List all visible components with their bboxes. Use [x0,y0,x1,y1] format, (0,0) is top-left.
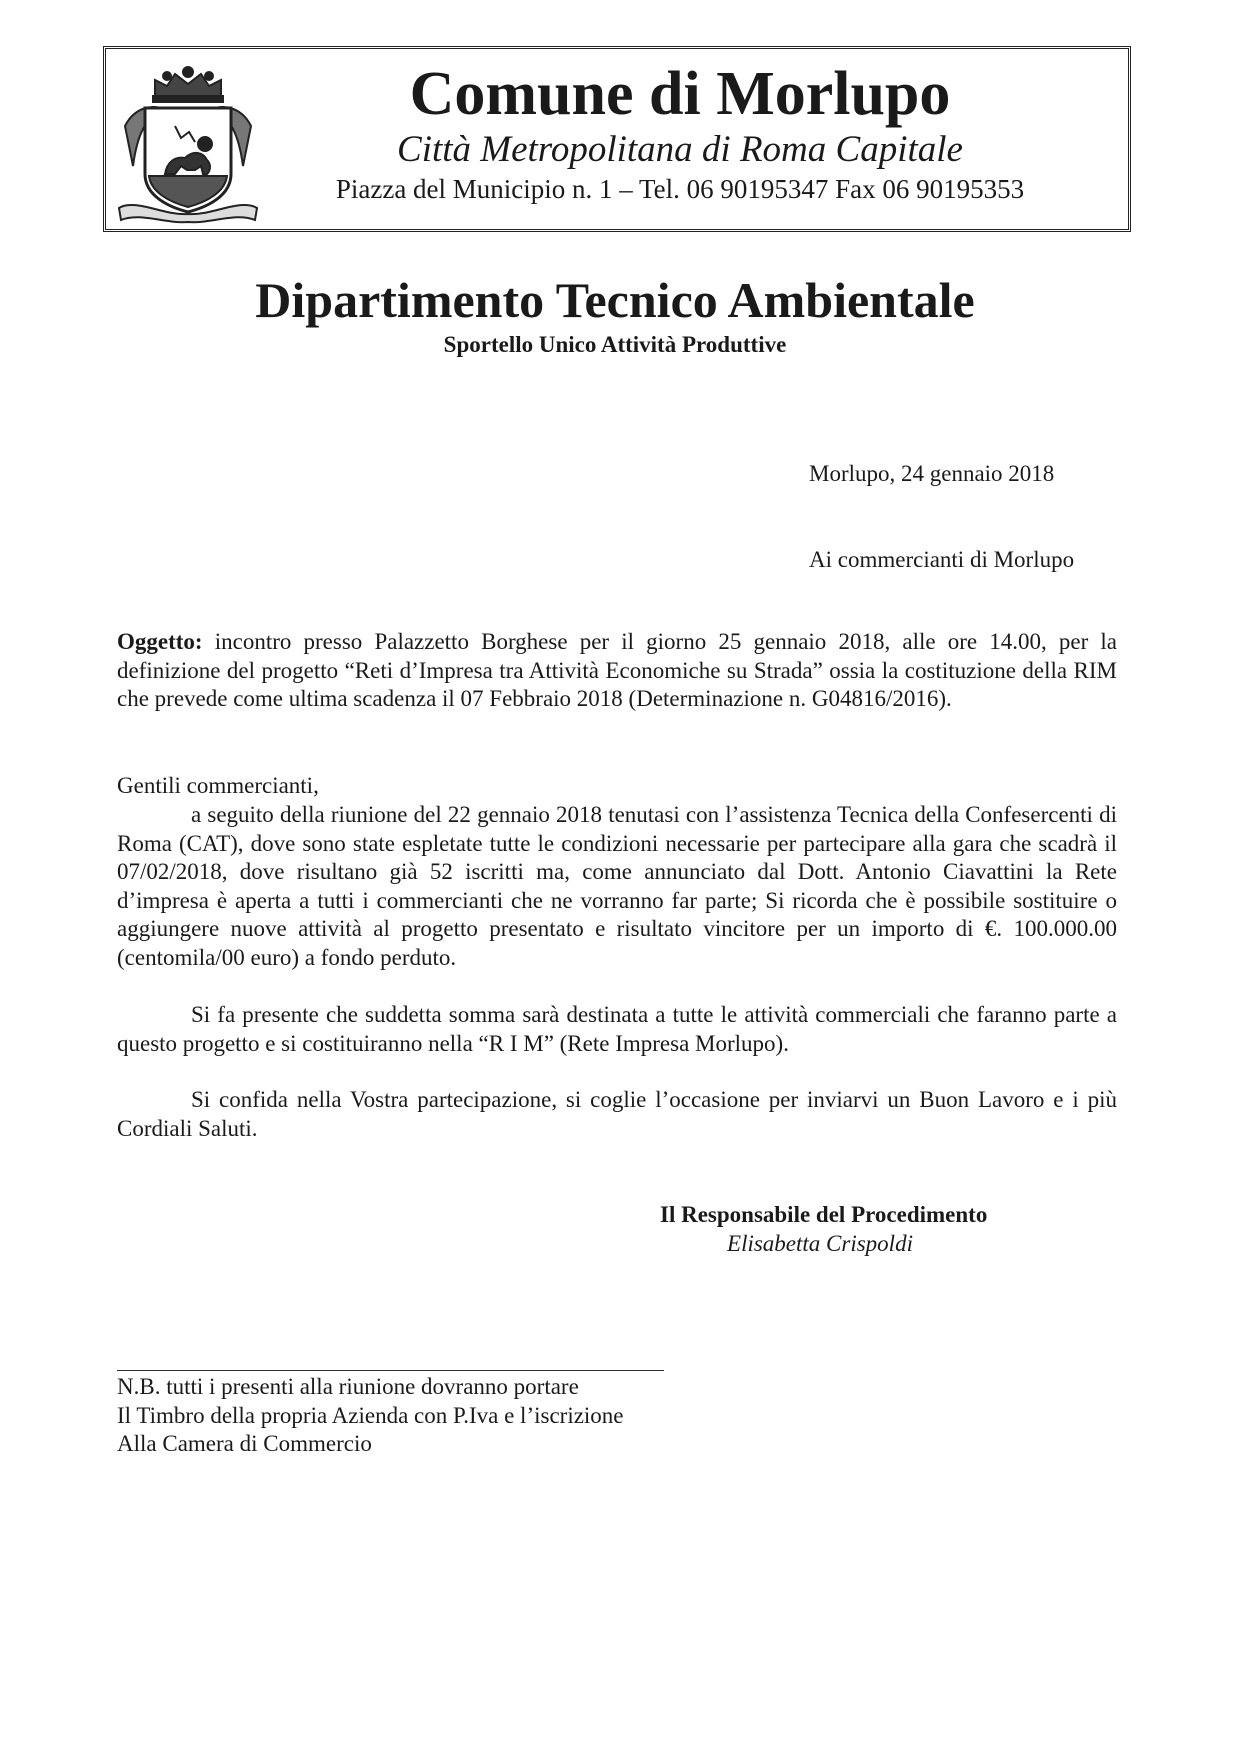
signature-name: Elisabetta Crispoldi [727,1231,913,1256]
greeting: Gentili commercianti, [117,773,319,798]
department-title: Dipartimento Tecnico Ambientale [255,272,975,328]
body-paragraph: a seguito della riunione del 22 gennaio 2018 tenutasi con l’assistenza Tecnica della Confesercenti di Roma (CAT), dove sono state espletate tutte le condizioni necessarie per partecipare alla gara che scadrà il 07/02/2018, dove risultano già 52 iscritti ma, come annunciato dal Dott. Antonio Ciavattini la Rete d’impresa è aperta a tutti i commercianti che ne vorranno far parte; Si ricorda che è possibile sostituire o aggiungere nuove attività al progetto presentato e risultato vincitore per un importo di €. 100.000.00 (centomila/00 euro) a fondo perduto. [117,802,1117,970]
municipality-subtitle: Città Metropolitana di Roma Capitale [397,129,963,170]
footnote-line: Alla Camera di Commercio [117,1431,372,1456]
body-paragraph: Si fa presente che suddetta somma sarà destinata a tutte le attività commerciali che faranno parte a questo progetto e si costituiranno nella “R I M” (Rete Impresa Morlupo). [117,1002,1117,1056]
footnote-line: N.B. tutti i presenti alla riunione dovranno portare [117,1374,579,1399]
footnote-line: Il Timbro della propria Azienda con P.Iva e l’iscrizione [117,1402,624,1428]
subject-paragraph [117,628,1117,714]
recipient: Ai commercianti di Morlupo [809,547,1075,572]
subject-text: incontro presso Palazzetto Borghese per il giorno 25 gennaio 2018, alle ore 14.00, per la definizione del progetto “Reti d’Impresa tra Attività Economiche su Strada” ossia la costituzione della RIM che prevede come ultima scadenza il 07 Febbraio 2018 (Determinazione n. G04816/2016). [117,629,1117,711]
place-date: Morlupo, 24 gennaio 2018 [809,461,1055,486]
municipality-address: Piazza del Municipio n. 1 – Tel. 06 90195347 Fax 06 90195353 [335,174,1025,204]
subject-label: Oggetto: [117,629,203,654]
department-subtitle: Sportello Unico Attività Produttive [443,332,787,357]
note-divider [117,1370,664,1371]
coat-of-arms-icon [115,66,261,224]
signature-role: Il Responsabile del Procedimento [660,1202,988,1227]
body-paragraph: Si confida nella Vostra partecipazione, si coglie l’occasione per inviarvi un Buon Lavoro e i più Cordiali Saluti. [117,1087,1117,1141]
municipality-title: Comune di Morlupo [409,60,951,128]
footnote [117,1373,624,1459]
